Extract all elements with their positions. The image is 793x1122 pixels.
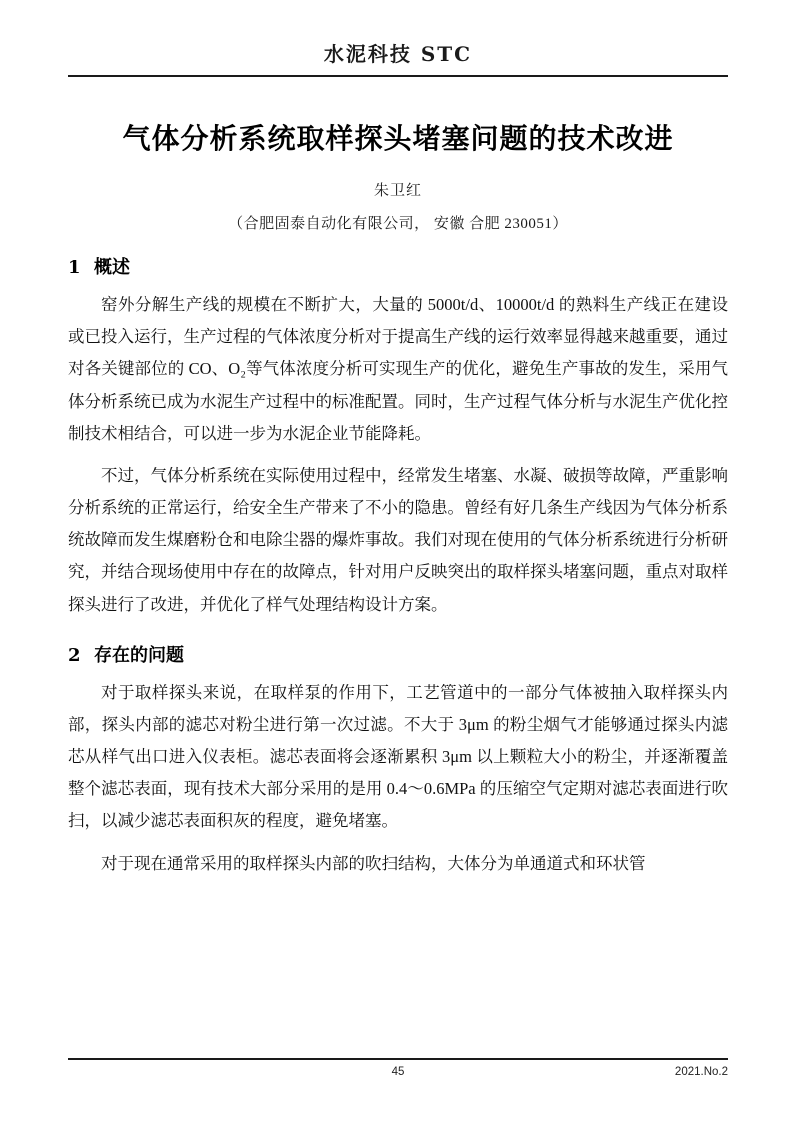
article-affiliation: （合肥固泰自动化有限公司， 安徽 合肥 230051）	[228, 216, 568, 232]
section-heading-1	[68, 253, 728, 279]
paragraph: 不过，气体分析系统在实际使用过程中，经常发生堵塞、水凝、破损等故障，严重影响分析系统的正常运行，给安全生产带来了不小的隐患。曾经有好几条生产线因为气体分析系统故障而发生煤磨粉仓和电除尘器的爆炸事故。我们对现在使用的气体分析系统进行分析研究，并结合现场使用中存在的故障点，针对用户反映突出的取样探头堵塞问题，重点对取样探头进行了改进，并优化了样气处理结构设计方案。	[68, 465, 728, 614]
paragraph: 对于取样探头来说，在取样泵的作用下，工艺管道中的一部分气体被抽入取样探头内部，探头内部的滤芯对粉尘进行第一次过滤。不大于 3μm 的粉尘烟气才能够通过探头内滤芯从样气出口进入仪表柜。滤芯表面将会逐渐累积 3μm 以上颗粒大小的粉尘，并逐渐覆盖整个滤芯表面，现有技术大部分采用的是用 0.4～0.6MPa 的压缩空气定期对滤芯表面进行吹扫，以减少滤芯表面积灰的程度，避免堵塞。	[68, 682, 728, 831]
paragraph: 窑外分解生产线的规模在不断扩大，大量的 5000t/d、10000t/d 的熟料生产线正在建设或已投入运行，生产过程的气体浓度分析对于提高生产线的运行效率显得越来越重要，通过对各关键部位的 CO、O₂等气体浓度分析可实现生产的优化，避免生产事故的发生，采用气体分析系统已成为水泥生产过程中的标准配置。同时，生产过程气体分析与水泥生产优化控制技术相结合，可以进一步为水泥企业节能降耗。	[68, 295, 728, 443]
footer-rule	[68, 1058, 728, 1060]
issue-label: 2021.No.2	[674, 1066, 728, 1078]
article-author: 朱卫红	[373, 183, 422, 199]
page-content	[68, 38, 728, 1068]
page-footer	[68, 1066, 728, 1084]
section-title-2: 存在的问题	[94, 644, 184, 666]
header-rule	[68, 75, 728, 77]
article-title: 气体分析系统取样探头堵塞问题的技术改进	[122, 122, 674, 155]
running-head	[68, 38, 728, 83]
section-number-1: 1	[68, 257, 81, 278]
paragraph: 对于现在通常采用的取样探头内部的吹扫结构，大体分为单通道式和环状管	[101, 853, 646, 873]
page-number: 45	[391, 1066, 405, 1078]
running-head-title: 水泥科技 STC	[323, 42, 473, 66]
section-heading-2	[68, 641, 728, 667]
section-title-1: 概述	[94, 257, 130, 278]
section-number-2: 2	[68, 644, 81, 666]
